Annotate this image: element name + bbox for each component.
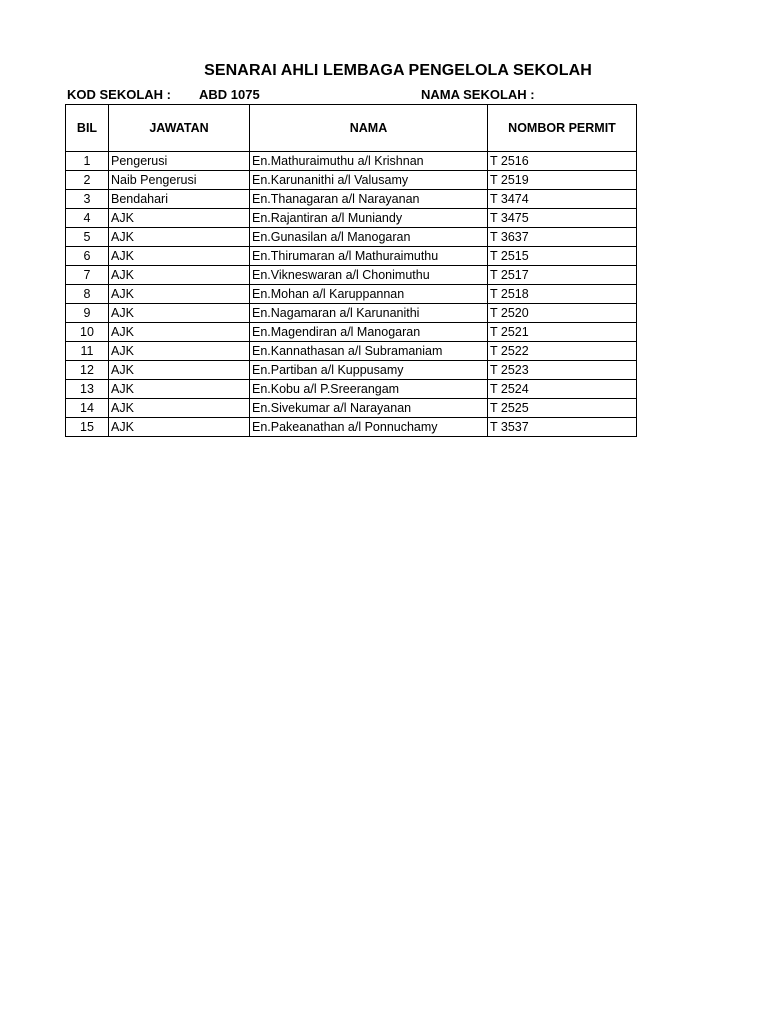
cell-jawatan: AJK xyxy=(109,361,250,380)
cell-nama: En.Mathuraimuthu a/l Krishnan xyxy=(250,152,488,171)
nama-sekolah-label: NAMA SEKOLAH : xyxy=(421,87,535,102)
cell-nama: En.Thirumaran a/l Mathuraimuthu xyxy=(250,247,488,266)
table-row xyxy=(66,380,637,399)
table-header-row xyxy=(66,105,637,152)
cell-permit: T 2523 xyxy=(488,361,637,380)
table-row xyxy=(66,361,637,380)
cell-jawatan: AJK xyxy=(109,247,250,266)
cell-permit: T 2525 xyxy=(488,399,637,418)
cell-bil: 6 xyxy=(66,247,109,266)
table-row xyxy=(66,285,637,304)
header-jawatan: JAWATAN xyxy=(109,105,250,152)
cell-bil: 3 xyxy=(66,190,109,209)
cell-permit: T 2517 xyxy=(488,266,637,285)
cell-bil: 14 xyxy=(66,399,109,418)
cell-permit: T 2521 xyxy=(488,323,637,342)
cell-nama: En.Kannathasan a/l Subramaniam xyxy=(250,342,488,361)
cell-nama: En.Mohan a/l Karuppannan xyxy=(250,285,488,304)
cell-bil: 4 xyxy=(66,209,109,228)
table-row xyxy=(66,152,637,171)
table-row xyxy=(66,190,637,209)
cell-jawatan: AJK xyxy=(109,209,250,228)
cell-nama: En.Partiban a/l Kuppusamy xyxy=(250,361,488,380)
cell-bil: 12 xyxy=(66,361,109,380)
cell-jawatan: AJK xyxy=(109,418,250,437)
cell-permit: T 3475 xyxy=(488,209,637,228)
table-row xyxy=(66,399,637,418)
cell-nama: En.Pakeanathan a/l Ponnuchamy xyxy=(250,418,488,437)
header-permit: NOMBOR PERMIT xyxy=(488,105,637,152)
cell-jawatan: AJK xyxy=(109,380,250,399)
cell-jawatan: AJK xyxy=(109,228,250,247)
table-row xyxy=(66,247,637,266)
cell-nama: En.Thanagaran a/l Narayanan xyxy=(250,190,488,209)
kod-sekolah-value: ABD 1075 xyxy=(199,87,260,102)
table-row xyxy=(66,266,637,285)
cell-permit: T 3537 xyxy=(488,418,637,437)
cell-jawatan: AJK xyxy=(109,342,250,361)
cell-nama: En.Vikneswaran a/l Chonimuthu xyxy=(250,266,488,285)
cell-jawatan: AJK xyxy=(109,304,250,323)
cell-nama: En.Gunasilan a/l Manogaran xyxy=(250,228,488,247)
cell-jawatan: AJK xyxy=(109,285,250,304)
table-row xyxy=(66,228,637,247)
table-row xyxy=(66,209,637,228)
members-table xyxy=(65,104,637,437)
cell-permit: T 2520 xyxy=(488,304,637,323)
cell-bil: 1 xyxy=(66,152,109,171)
cell-nama: En.Rajantiran a/l Muniandy xyxy=(250,209,488,228)
header-bil: BIL xyxy=(66,105,109,152)
cell-bil: 15 xyxy=(66,418,109,437)
cell-nama: En.Kobu a/l P.Sreerangam xyxy=(250,380,488,399)
cell-nama: En.Karunanithi a/l Valusamy xyxy=(250,171,488,190)
cell-jawatan: AJK xyxy=(109,266,250,285)
cell-permit: T 3474 xyxy=(488,190,637,209)
cell-permit: T 2519 xyxy=(488,171,637,190)
cell-permit: T 2524 xyxy=(488,380,637,399)
cell-permit: T 2516 xyxy=(488,152,637,171)
cell-jawatan: AJK xyxy=(109,323,250,342)
table-row xyxy=(66,323,637,342)
members-table-body xyxy=(66,152,637,437)
cell-jawatan: Naib Pengerusi xyxy=(109,171,250,190)
cell-bil: 11 xyxy=(66,342,109,361)
cell-bil: 8 xyxy=(66,285,109,304)
table-row xyxy=(66,304,637,323)
cell-nama: En.Magendiran a/l Manogaran xyxy=(250,323,488,342)
cell-bil: 2 xyxy=(66,171,109,190)
cell-bil: 10 xyxy=(66,323,109,342)
cell-bil: 9 xyxy=(66,304,109,323)
header-nama: NAMA xyxy=(250,105,488,152)
cell-permit: T 3637 xyxy=(488,228,637,247)
cell-bil: 13 xyxy=(66,380,109,399)
table-row xyxy=(66,418,637,437)
cell-permit: T 2518 xyxy=(488,285,637,304)
cell-bil: 5 xyxy=(66,228,109,247)
cell-bil: 7 xyxy=(66,266,109,285)
cell-jawatan: Bendahari xyxy=(109,190,250,209)
table-row xyxy=(66,171,637,190)
cell-nama: En.Nagamaran a/l Karunanithi xyxy=(250,304,488,323)
cell-permit: T 2522 xyxy=(488,342,637,361)
cell-nama: En.Sivekumar a/l Narayanan xyxy=(250,399,488,418)
table-row xyxy=(66,342,637,361)
cell-permit: T 2515 xyxy=(488,247,637,266)
kod-sekolah-label: KOD SEKOLAH : xyxy=(67,87,171,102)
document-title: SENARAI AHLI LEMBAGA PENGELOLA SEKOLAH xyxy=(204,62,592,79)
cell-jawatan: Pengerusi xyxy=(109,152,250,171)
cell-jawatan: AJK xyxy=(109,399,250,418)
